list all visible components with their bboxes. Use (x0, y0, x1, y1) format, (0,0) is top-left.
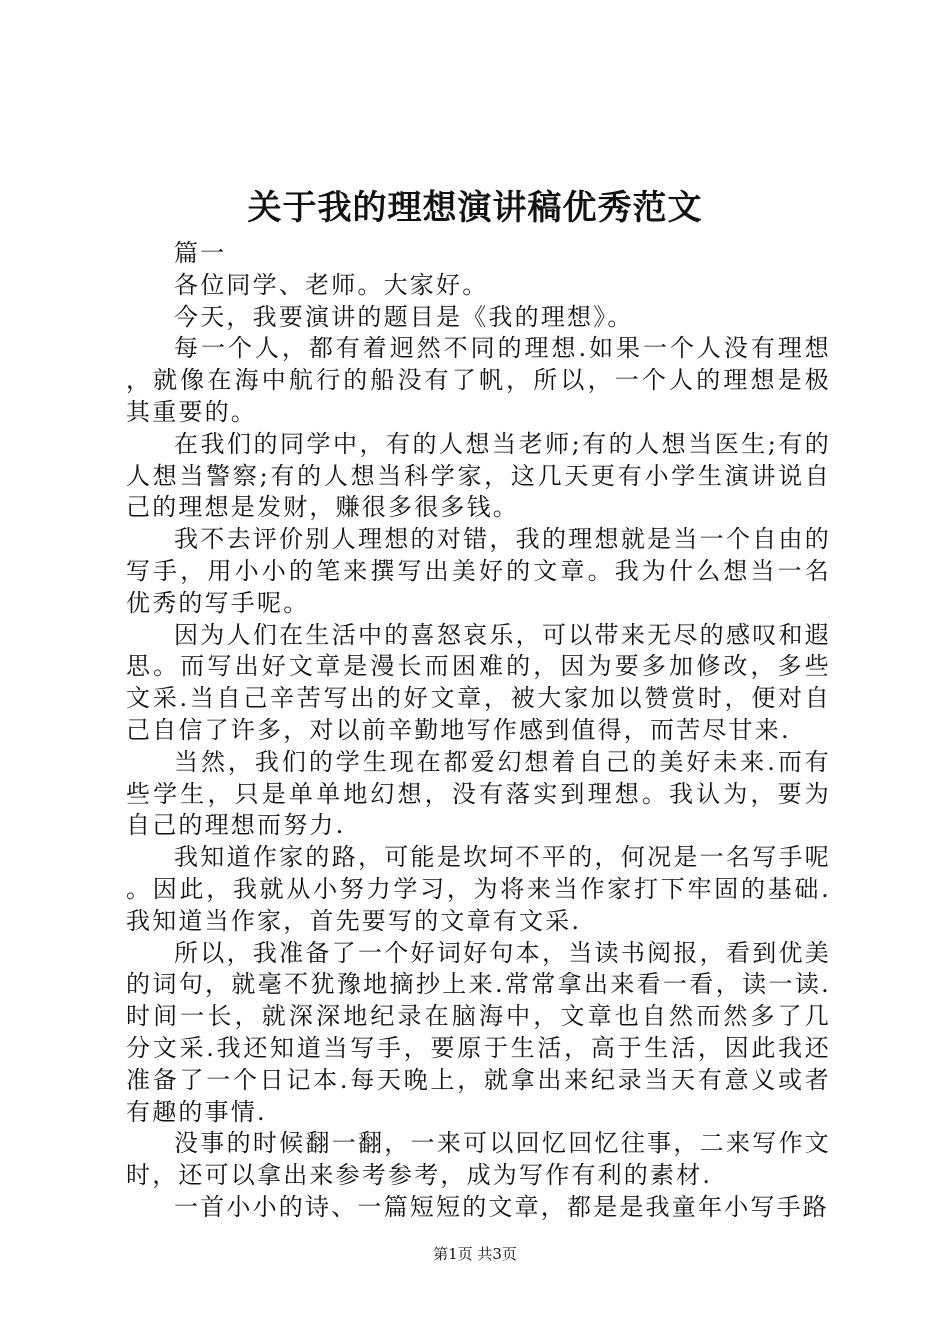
paragraph: 我不去评价别人理想的对错，我的理想就是当一个自由的写手，用小小的笔来撰写出美好的文章。我为什么想当一名优秀的写手呢。 (126, 525, 831, 617)
paragraph: 所以，我准备了一个好词好句本，当读书阅报，看到优美的词句，就毫不犹豫地摘抄上来.常常拿出来看一看，读一读.时间一长，就深深地纪录在脑海中，文章也自然而然多了几分文采.我还知道当写手，要原于生活，高于生活，因此我还准备了一个日记本.每天晚上，就拿出来纪录当天有意义或者有趣的事情. (126, 938, 831, 1126)
paragraph: 篇一 (174, 239, 227, 267)
paragraph: 我知道作家的路，可能是坎坷不平的，何况是一名写手呢。因此，我就从小努力学习，为将来当作家打下牢固的基础.我知道当作家，首先要写的文章有文采. (126, 843, 831, 935)
paragraph: 因为人们在生活中的喜怒哀乐，可以带来无尽的感叹和遐思。而写出好文章是漫长而困难的，因为要多加修改，多些文采.当自己辛苦写出的好文章，被大家加以赞赏时，便对自己自信了许多，对以前辛勤地写作感到值得，而苦尽甘来. (126, 620, 831, 744)
paragraph: 各位同学、老师。大家好。 (174, 270, 489, 299)
paragraph: 今天，我要演讲的题目是《我的理想》。 (174, 302, 634, 331)
document-body (126, 238, 831, 1224)
paragraph: 一首小小的诗、一篇短短的文章，都是是我童年小写手路 (174, 1192, 829, 1221)
page-number: 第1页 共3页 (433, 1245, 517, 1263)
paragraph: 当然，我们的学生现在都爱幻想着自己的美好未来.而有些学生，只是单单地幻想，没有落实到理想。我认为，要为自己的理想而努力. (126, 747, 831, 840)
document-title: 关于我的理想演讲稿优秀范文 (247, 188, 703, 228)
paragraph: 在我们的同学中，有的人想当老师;有的人想当医生;有的人想当警察;有的人想当科学家，这几天更有小学生演讲说自己的理想是发财，赚很多很多钱。 (126, 429, 831, 522)
paragraph: 每一个人，都有着迥然不同的理想.如果一个人没有理想，就像在海中航行的船没有了帆，所以，一个人的理想是极其重要的。 (126, 334, 831, 426)
paragraph: 没事的时候翻一翻，一来可以回忆回忆往事，二来写作文时，还可以拿出来参考参考，成为写作有利的素材. (126, 1129, 831, 1190)
page-footer (0, 1243, 950, 1265)
